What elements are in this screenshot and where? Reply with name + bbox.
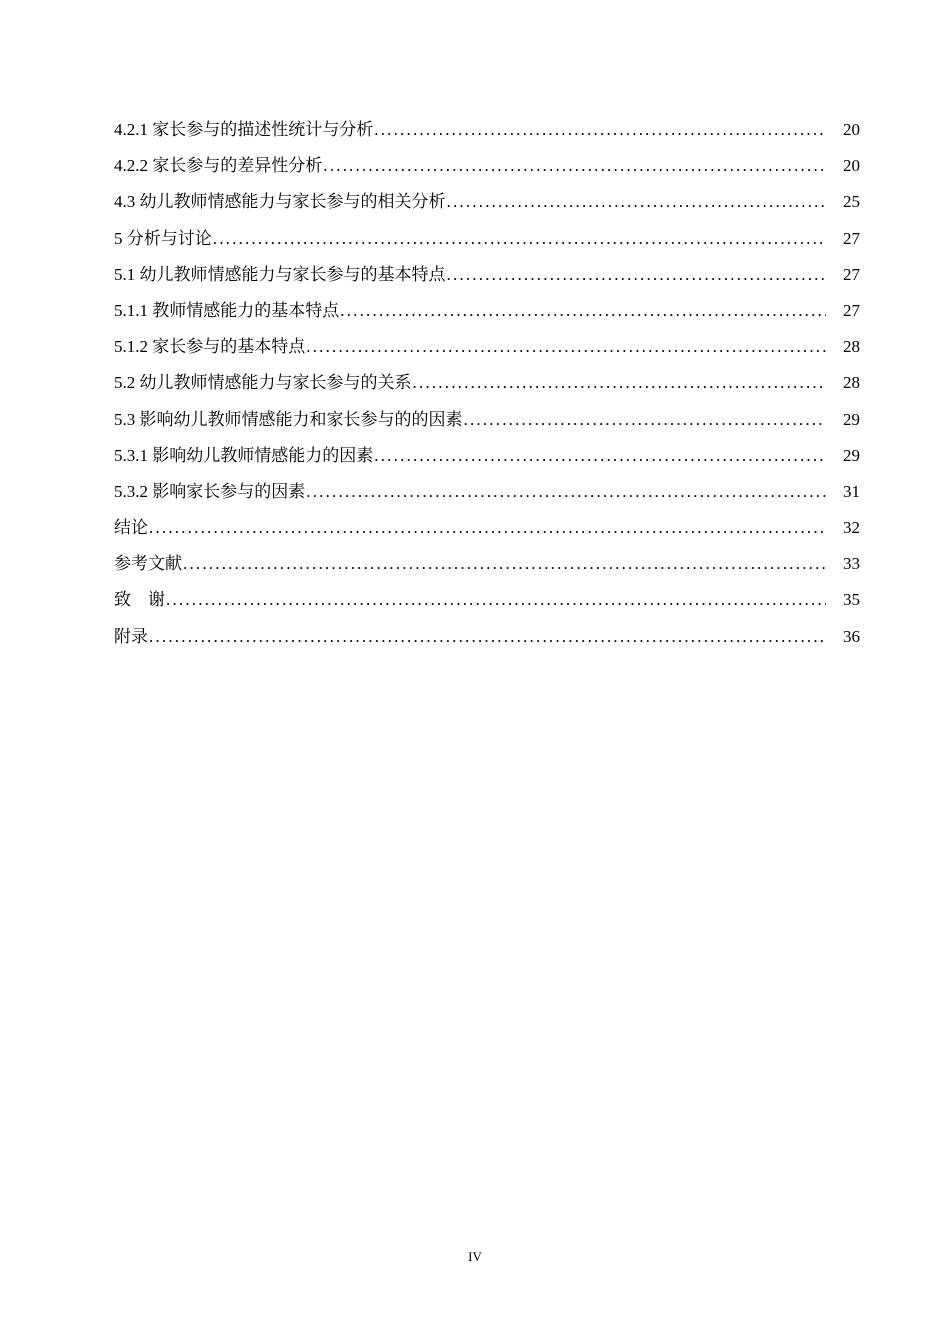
- toc-entry[interactable]: [114, 190, 860, 226]
- toc-entry[interactable]: [114, 371, 860, 407]
- toc-dot-leader: [149, 625, 826, 649]
- toc-entry[interactable]: [114, 516, 860, 552]
- toc-entry-title: 附录: [114, 626, 148, 646]
- toc-entry-page: 28: [843, 373, 860, 393]
- toc-entry-page: 27: [843, 228, 860, 248]
- toc-entry-title: 5.2 幼儿教师情感能力与家长参与的关系: [114, 373, 412, 393]
- toc-entry-page: 35: [843, 590, 860, 610]
- toc-entry[interactable]: [114, 227, 860, 263]
- toc-dot-leader: [306, 480, 826, 504]
- toc-entry-page: 27: [843, 264, 860, 284]
- toc-dot-leader: [340, 299, 826, 323]
- toc-entry-page: 36: [843, 626, 860, 646]
- toc-entry-title: 5.1.2 家长参与的基本特点: [114, 337, 306, 357]
- toc-entry-title: 5.3.2 影响家长参与的因素: [114, 481, 306, 501]
- toc-entry-title: 5.1 幼儿教师情感能力与家长参与的基本特点: [114, 264, 446, 284]
- toc-entry-page: 28: [843, 337, 860, 357]
- toc-entry-title: 5.1.1 教师情感能力的基本特点: [114, 300, 340, 320]
- toc-entry-page: 29: [843, 409, 860, 429]
- toc-entry-page: 27: [843, 300, 860, 320]
- toc-entry[interactable]: [114, 335, 860, 371]
- toc-entry-page: 25: [843, 192, 860, 212]
- toc-entry[interactable]: [114, 444, 860, 480]
- toc-dot-leader: [374, 118, 826, 142]
- toc-entry-page: 20: [843, 120, 860, 139]
- toc-dot-leader: [447, 190, 827, 214]
- toc-entry-page: 31: [843, 481, 860, 501]
- toc-entry-title: 参考文献: [114, 554, 182, 574]
- toc-dot-leader: [306, 335, 826, 359]
- toc-entry-title: 4.2.2 家长参与的差异性分析: [114, 156, 323, 176]
- toc-dot-leader: [413, 371, 827, 395]
- toc-dot-leader: [213, 227, 826, 251]
- toc-entry[interactable]: [114, 588, 860, 624]
- toc-dot-leader: [447, 263, 827, 287]
- toc-dot-leader: [166, 588, 826, 612]
- toc-dot-leader: [149, 516, 826, 540]
- toc-entry[interactable]: [114, 154, 860, 190]
- toc-entry[interactable]: [114, 552, 860, 588]
- toc-dot-leader: [374, 444, 826, 468]
- table-of-contents: [114, 118, 860, 661]
- toc-entry-title: 5 分析与讨论: [114, 228, 212, 248]
- toc-entry[interactable]: [114, 263, 860, 299]
- toc-dot-leader: [183, 552, 826, 576]
- toc-dot-leader: [323, 154, 826, 178]
- toc-entry-title: 5.3 影响幼儿教师情感能力和家长参与的的因素: [114, 409, 463, 429]
- toc-entry-title: 结论: [114, 518, 148, 538]
- toc-dot-leader: [464, 408, 827, 432]
- toc-entry-page: 20: [843, 156, 860, 176]
- toc-entry[interactable]: [114, 625, 860, 661]
- toc-entry-page: 29: [843, 445, 860, 465]
- toc-entry-page: 33: [843, 554, 860, 574]
- toc-entry[interactable]: [114, 299, 860, 335]
- page-number: IV: [468, 1249, 482, 1264]
- toc-entry-title: 致 谢: [114, 590, 165, 610]
- toc-entry-page: 32: [843, 518, 860, 538]
- toc-entry-title: 4.2.1 家长参与的描述性统计与分析: [114, 120, 374, 139]
- toc-entry[interactable]: [114, 480, 860, 516]
- toc-entry-title: 4.3 幼儿教师情感能力与家长参与的相关分析: [114, 192, 446, 212]
- toc-entry-title: 5.3.1 影响幼儿教师情感能力的因素: [114, 445, 374, 465]
- toc-entry[interactable]: [114, 118, 860, 154]
- toc-entry[interactable]: [114, 408, 860, 444]
